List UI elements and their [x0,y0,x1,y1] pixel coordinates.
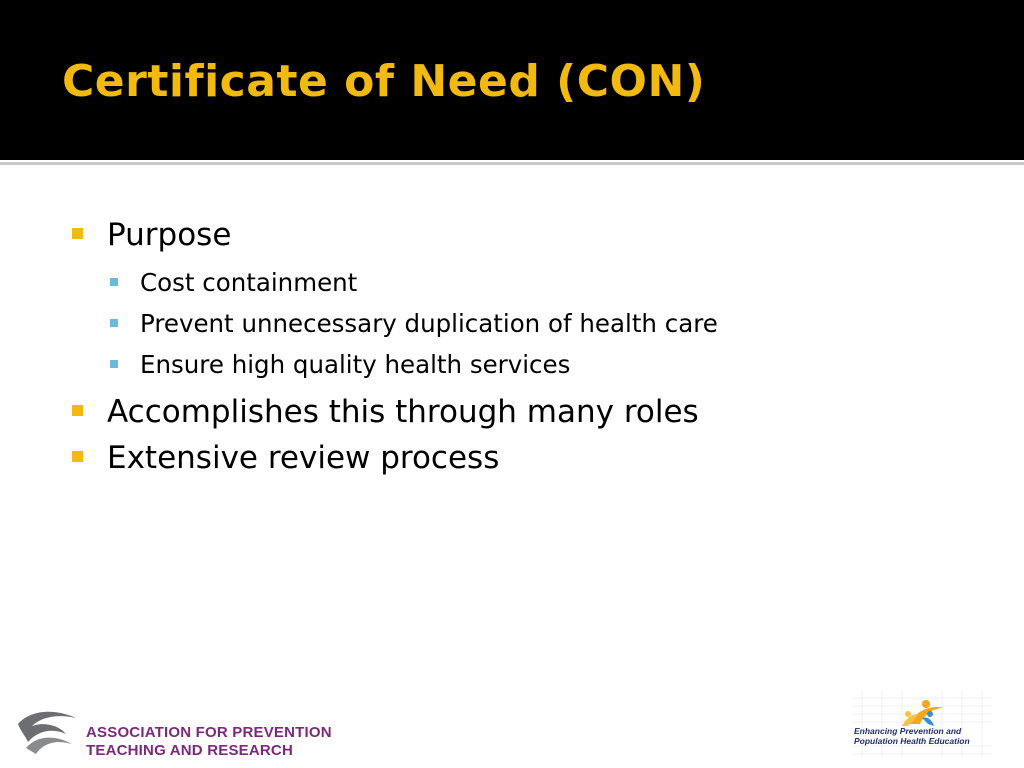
bullet-item [72,435,972,481]
sub-bullet-item [110,303,972,344]
title-divider [0,162,1024,165]
sub-bullet-text: Prevent unnecessary duplication of health care [140,309,718,338]
square-bullet-icon [72,451,83,462]
aptr-name-line2: TEACHING AND RESEARCH [86,742,293,759]
bullet-item [72,212,972,258]
aptr-name-line1: ASSOCIATION FOR PREVENTION [86,724,332,741]
square-bullet-icon [110,278,118,286]
sub-bullet-text: Cost containment [140,268,358,297]
slide-title: Certificate of Need (CON) [62,56,706,107]
ephe-figures-logo-icon [852,690,992,756]
square-bullet-icon [72,405,83,416]
aptr-logo [14,704,354,760]
square-bullet-icon [110,319,118,327]
bullet-list [72,212,972,481]
bullet-text: Extensive review process [107,440,500,476]
ephe-name-line1: Enhancing Prevention and [854,726,962,736]
ephe-name-line2: Population Health Education [854,736,970,746]
square-bullet-icon [72,228,83,239]
sub-bullet-text: Ensure high quality health services [140,350,571,379]
aptr-name [86,724,332,760]
bullet-text: Purpose [107,217,232,253]
ephe-name [854,726,970,746]
sub-bullet-item [110,344,972,385]
sub-bullet-item [110,262,972,303]
square-bullet-icon [110,360,118,368]
ephe-logo [852,690,992,756]
aptr-wave-logo-icon [14,704,78,760]
bullet-text: Accomplishes this through many roles [107,394,699,430]
bullet-item [72,389,972,435]
